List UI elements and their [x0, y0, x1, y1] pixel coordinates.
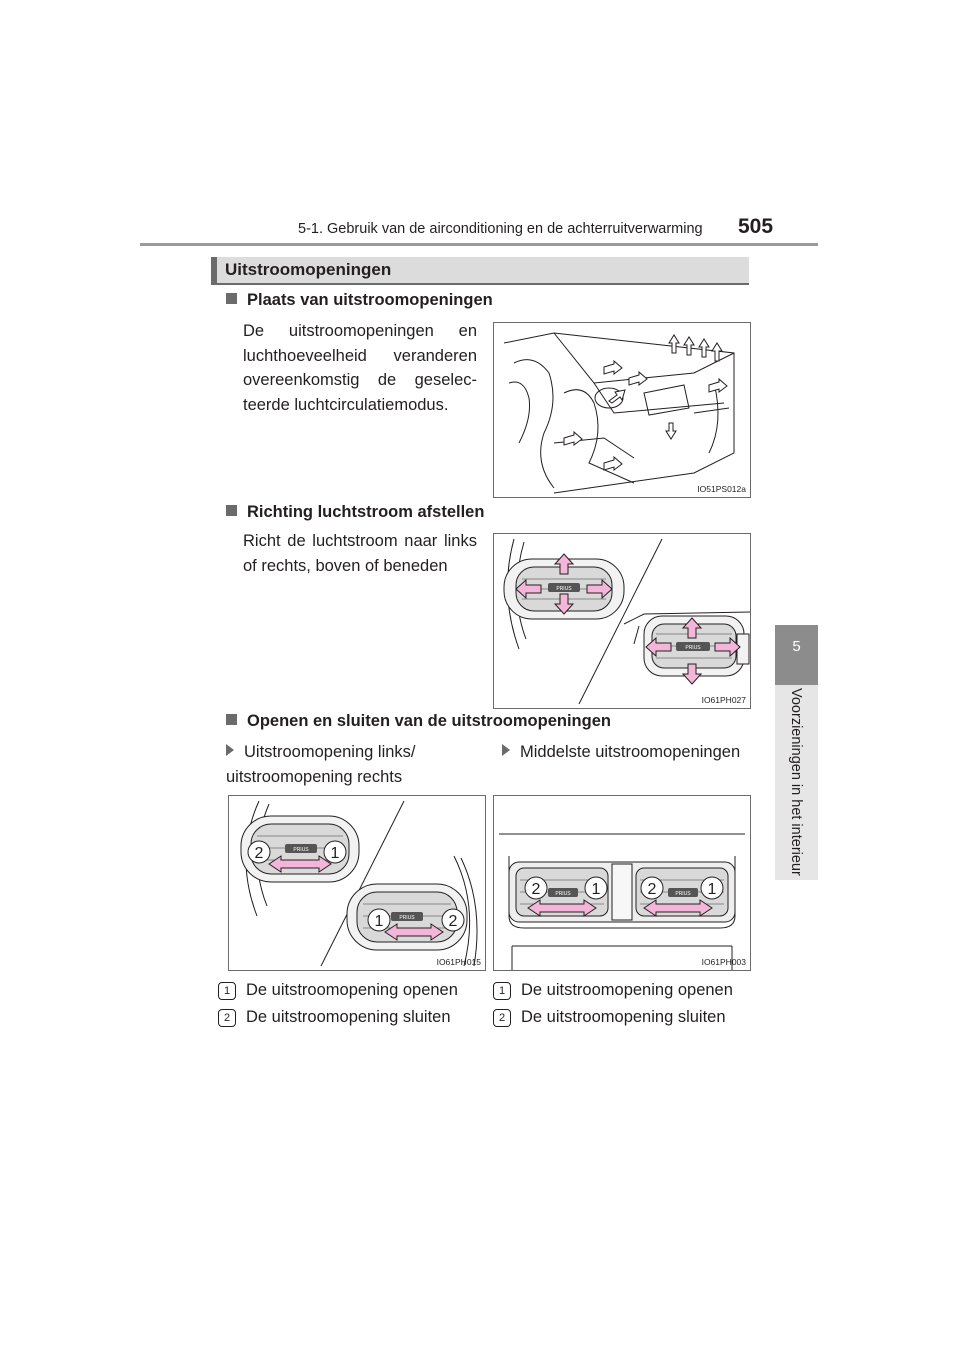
section-title-accent — [211, 257, 217, 283]
vent-logo: PRIUS — [293, 847, 309, 853]
vent-logo: PRIUS — [555, 891, 571, 897]
vent-logo: PRIUS — [685, 645, 701, 651]
number-badge: 1 — [218, 982, 236, 1000]
number-badge: 2 — [218, 1009, 236, 1027]
side-vents-illustration — [229, 796, 485, 970]
number-badge: 1 — [493, 982, 511, 1000]
callout-1: 1 — [707, 881, 717, 898]
bullet-center-vents — [502, 740, 752, 765]
chapter-tab-label: Voorzieningen in het interieur — [788, 688, 804, 876]
section-title-rule — [211, 283, 749, 285]
callout-1: 1 — [591, 881, 601, 898]
center-vents-illustration — [494, 796, 750, 970]
subheading-text: Plaats van uitstroomopeningen — [247, 291, 493, 309]
number-badge: 2 — [493, 1009, 511, 1027]
section-title: Uitstroomopeningen — [225, 260, 392, 279]
callout-2: 2 — [254, 845, 264, 862]
list-item — [493, 977, 753, 1004]
list-side-vents — [218, 977, 488, 1031]
figure-airflow-direction — [493, 533, 751, 709]
subheading-text: Openen en sluiten van de uitstroomopeningen — [247, 712, 611, 730]
figure-code: IO51PS012a — [697, 484, 746, 494]
page-number: 505 — [738, 215, 774, 238]
subheading-vent-location — [226, 291, 493, 310]
list-item — [493, 1004, 753, 1031]
chapter-tab — [775, 625, 818, 685]
list-item — [218, 1004, 488, 1031]
chapter-header: 5-1. Gebruik van de airconditioning en de achterruitverwarming — [298, 221, 703, 237]
list-item-label: De uitstroomopening openen — [521, 981, 733, 999]
square-bullet-icon — [226, 714, 237, 725]
figure-center-vents — [493, 795, 751, 971]
callout-2: 2 — [531, 881, 541, 898]
list-center-vents — [493, 977, 753, 1031]
triangle-bullet-icon — [226, 744, 234, 756]
bullet-text: Middelste uitstroomopeningen — [520, 743, 741, 761]
triangle-bullet-icon — [502, 744, 510, 756]
vent-logo: PRIUS — [556, 586, 572, 592]
square-bullet-icon — [226, 293, 237, 304]
figure-code: IO61PH015 — [436, 957, 481, 967]
vent-logo: PRIUS — [675, 891, 691, 897]
callout-1: 1 — [374, 913, 384, 930]
list-item-label: De uitstroomopening sluiten — [246, 1008, 451, 1026]
list-item — [218, 977, 488, 1004]
subheading-open-close — [226, 712, 611, 731]
callout-2: 2 — [448, 913, 458, 930]
paragraph-vent-location: De uitstroomopeningen en luchthoeveelheid veranderen overeenkomstig de geselec-teerde luchtcirculatiemodus. — [243, 322, 477, 414]
figure-code: IO61PH027 — [701, 695, 746, 705]
figure-side-vents — [228, 795, 486, 971]
vent-logo: PRIUS — [399, 915, 415, 921]
list-item-label: De uitstroomopening sluiten — [521, 1008, 726, 1026]
square-bullet-icon — [226, 505, 237, 516]
subheading-airflow-direction — [226, 503, 484, 522]
list-item-label: De uitstroomopening openen — [246, 981, 458, 999]
cabin-illustration — [494, 323, 750, 497]
figure-code: IO61PH003 — [701, 957, 746, 967]
airflow-direction-illustration — [494, 534, 750, 708]
header-divider — [140, 243, 818, 246]
figure-cabin-vents — [493, 322, 751, 498]
bullet-side-vents — [226, 740, 476, 789]
callout-1: 1 — [330, 845, 340, 862]
bullet-text: Uitstroomopening links/ uitstroomopening rechts — [226, 743, 416, 786]
callout-2: 2 — [647, 881, 657, 898]
subheading-text: Richting luchtstroom afstellen — [247, 503, 485, 521]
paragraph-airflow-direction: Richt de luchtstroom naar links of rechts, boven of beneden — [243, 532, 477, 575]
chapter-tab-number: 5 — [792, 638, 801, 655]
